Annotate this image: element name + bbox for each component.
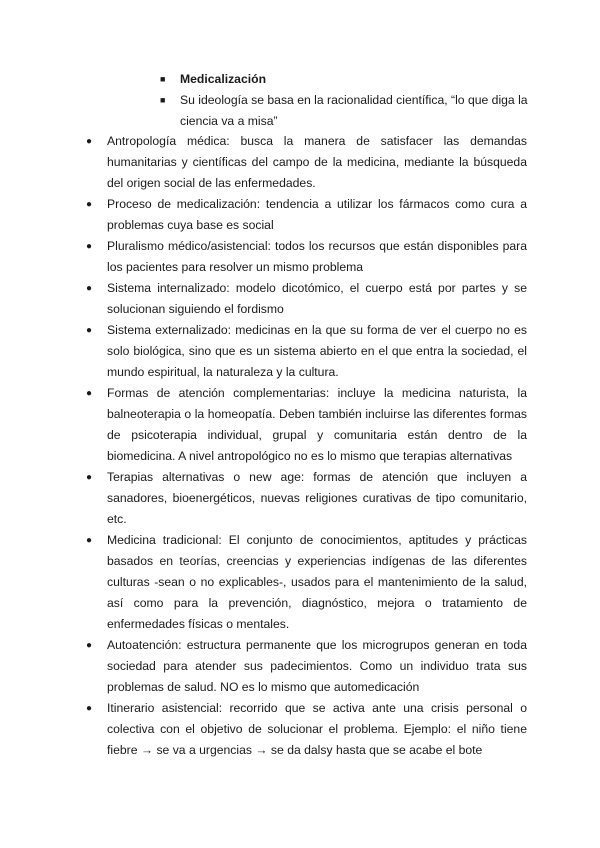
bullet-icon: ●	[86, 199, 93, 210]
definitions-list	[0, 131, 600, 761]
list-item-terapias-alternativas	[0, 467, 527, 530]
list-item-text: Antropología médica: busca la manera de satisfacer las demandas humanitarias y científicas del campo de la medicina, mediante la búsqueda del origen social de las enfermedades.	[107, 134, 527, 190]
list-item-sistema-externalizado	[0, 320, 527, 383]
bullet-icon: ●	[86, 136, 93, 147]
sub-item-label: Medicalización	[180, 72, 267, 86]
bullet-icon: ●	[86, 640, 93, 651]
bullet-icon: ●	[86, 703, 93, 714]
bullet-icon: ●	[86, 241, 93, 252]
sub-item-medicalizacion	[160, 69, 540, 90]
list-item-text: Medicina tradicional: El conjunto de conocimientos, aptitudes y prácticas basados en teorías, creencias y experiencias indígenas de las diferentes culturas -sean o no explicables-, usados para el mantenimiento de la salud, así como para la prevención, diagnóstico, mejora o tratamiento de enfermedades físicas o mentales.	[107, 533, 527, 631]
square-bullet-icon: ■	[160, 74, 166, 84]
list-item-proceso-medicalizacion	[0, 194, 527, 236]
list-item-text: Terapias alternativas o new age: formas de atención que incluyen a sanadores, bioenergéticos, nuevas religiones curativas de tipo comunitario, etc.	[107, 470, 527, 526]
bullet-icon: ●	[86, 472, 93, 483]
list-item-text: Proceso de medicalización: tendencia a utilizar los fármacos como cura a problemas cuya base es social	[107, 197, 527, 232]
list-item-itinerario-asistencial	[0, 698, 527, 761]
bullet-icon: ●	[86, 535, 93, 546]
list-item-text: Autoatención: estructura permanente que los microgrupos generan en toda sociedad para atender sus padecimientos. Como un individuo trata sus problemas de salud. NO es lo mismo que automedicación	[107, 638, 527, 694]
sub-item-label: Su ideología se basa en la racionalidad científica, “lo que diga la ciencia va a misa”	[180, 93, 528, 128]
bullet-icon: ●	[86, 283, 93, 294]
list-item-text: Formas de atención complementarias: incluye la medicina naturista, la balneoterapia o la homeopatía. Deben también incluirse las diferentes formas de psicoterapia individual, grupal y comunitaria están dentro de la biomedicina. A nivel antropológico no es lo mismo que terapias alternativas	[107, 386, 527, 463]
list-item-text: Sistema externalizado: medicinas en la que su forma de ver el cuerpo no es solo biológica, sino que es un sistema abierto en el que entra la sociedad, el mundo espiritual, la naturaleza y la cultura.	[107, 323, 527, 379]
list-item-text: Itinerario asistencial: recorrido que se activa ante una crisis personal o colectiva con el objetivo de solucionar el problema. Ejemplo: el niño tiene fiebre → se va a urgencias → se da dalsy hasta que se acabe el bote	[107, 701, 527, 757]
list-item-sistema-internalizado	[0, 278, 527, 320]
list-item-text: Sistema internalizado: modelo dicotómico, el cuerpo está por partes y se solucionan siguiendo el fordismo	[107, 281, 527, 316]
sub-item-ideologia	[160, 90, 540, 132]
list-item-autoatencion	[0, 635, 527, 698]
bullet-icon: ●	[86, 325, 93, 336]
list-item-formas-atencion	[0, 383, 527, 467]
list-item-pluralismo-medico	[0, 236, 527, 278]
list-item-medicina-tradicional	[0, 530, 527, 635]
bullet-icon: ●	[86, 388, 93, 399]
list-item-antropologia-medica	[0, 131, 527, 194]
list-item-text: Pluralismo médico/asistencial: todos los recursos que están disponibles para los pacientes para resolver un mismo problema	[107, 239, 527, 274]
square-bullet-icon: ■	[160, 95, 166, 105]
